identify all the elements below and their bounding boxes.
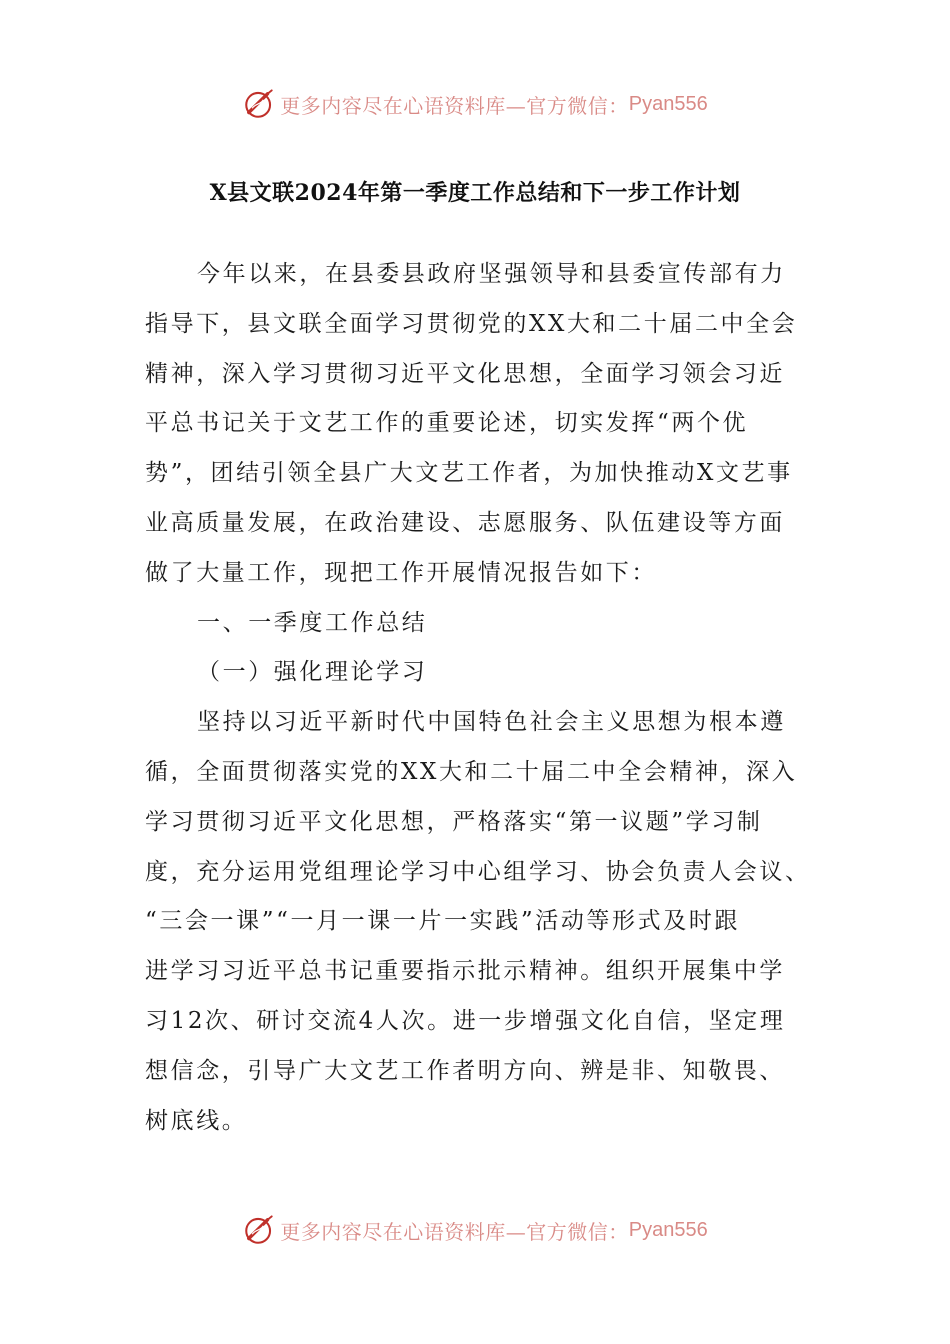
watermark-wechat-id: Pyan556 [628,1218,708,1241]
paragraph-line: 树底线。 [145,1107,248,1134]
paragraph-line: 想信念，引导广大文艺工作者明方向、辨是非、知敬畏、 [145,1057,785,1084]
paragraph-line: 学习贯彻习近平文化思想，严格落实“第一议题”学习制 [145,808,763,835]
paragraph-line: 度，充分运用党组理论学习中心组学习、协会负责人会议、 [145,858,811,885]
red-pen-circle-logo-icon [242,1213,276,1247]
paragraph-line: 习12次、研讨交流4人次。进一步增强文化自信，坚定理 [145,1007,786,1034]
paragraph-line: 势”，团结引领全县广大文艺工作者，为加快推动X文艺事 [145,460,793,487]
paragraph-line: 坚持以习近平新时代中国特色社会主义思想为根本遵 [197,709,786,736]
paragraph-line: 平总书记关于文艺工作的重要论述，切实发挥“两个优 [145,410,749,437]
watermark-wechat-id: Pyan556 [628,92,708,115]
paragraph-line: “三会一课”“一月一课一片一实践”活动等形式及时跟 [145,908,741,935]
paragraph-line: 进学习习近平总书记重要指示批示精神。组织开展集中学 [145,958,785,985]
paragraph-line: 循，全面贯彻落实党的XX大和二十届二中全会精神，深入 [145,758,798,785]
watermark-brand-text: 更多内容尽在心语资料库—官方微信： [280,1219,629,1244]
paragraph-line: 做了大量工作，现把工作开展情况报告如下： [145,559,657,586]
paragraph-line: 业高质量发展，在政治建设、志愿服务、队伍建设等方面 [145,509,785,536]
section-heading: 一、一季度工作总结 [197,609,428,636]
document-body [145,250,811,1146]
red-pen-circle-logo-icon [242,87,276,121]
subsection-heading: （一）强化理论学习 [197,659,428,686]
paragraph-line: 今年以来，在县委县政府坚强领导和县委宣传部有力 [197,261,786,287]
document-title: X县文联2024年第一季度工作总结和下一步工作计划 [209,180,741,206]
paragraph-line: 精神，深入学习贯彻习近平文化思想，全面学习领会习近 [145,360,785,387]
watermark-banner-bottom [0,1208,950,1252]
watermark-brand-text: 更多内容尽在心语资料库—官方微信： [280,93,629,118]
watermark-banner-top [0,82,950,126]
paragraph-line: 指导下，县文联全面学习贯彻党的XX大和二十届二中全会 [145,310,798,337]
